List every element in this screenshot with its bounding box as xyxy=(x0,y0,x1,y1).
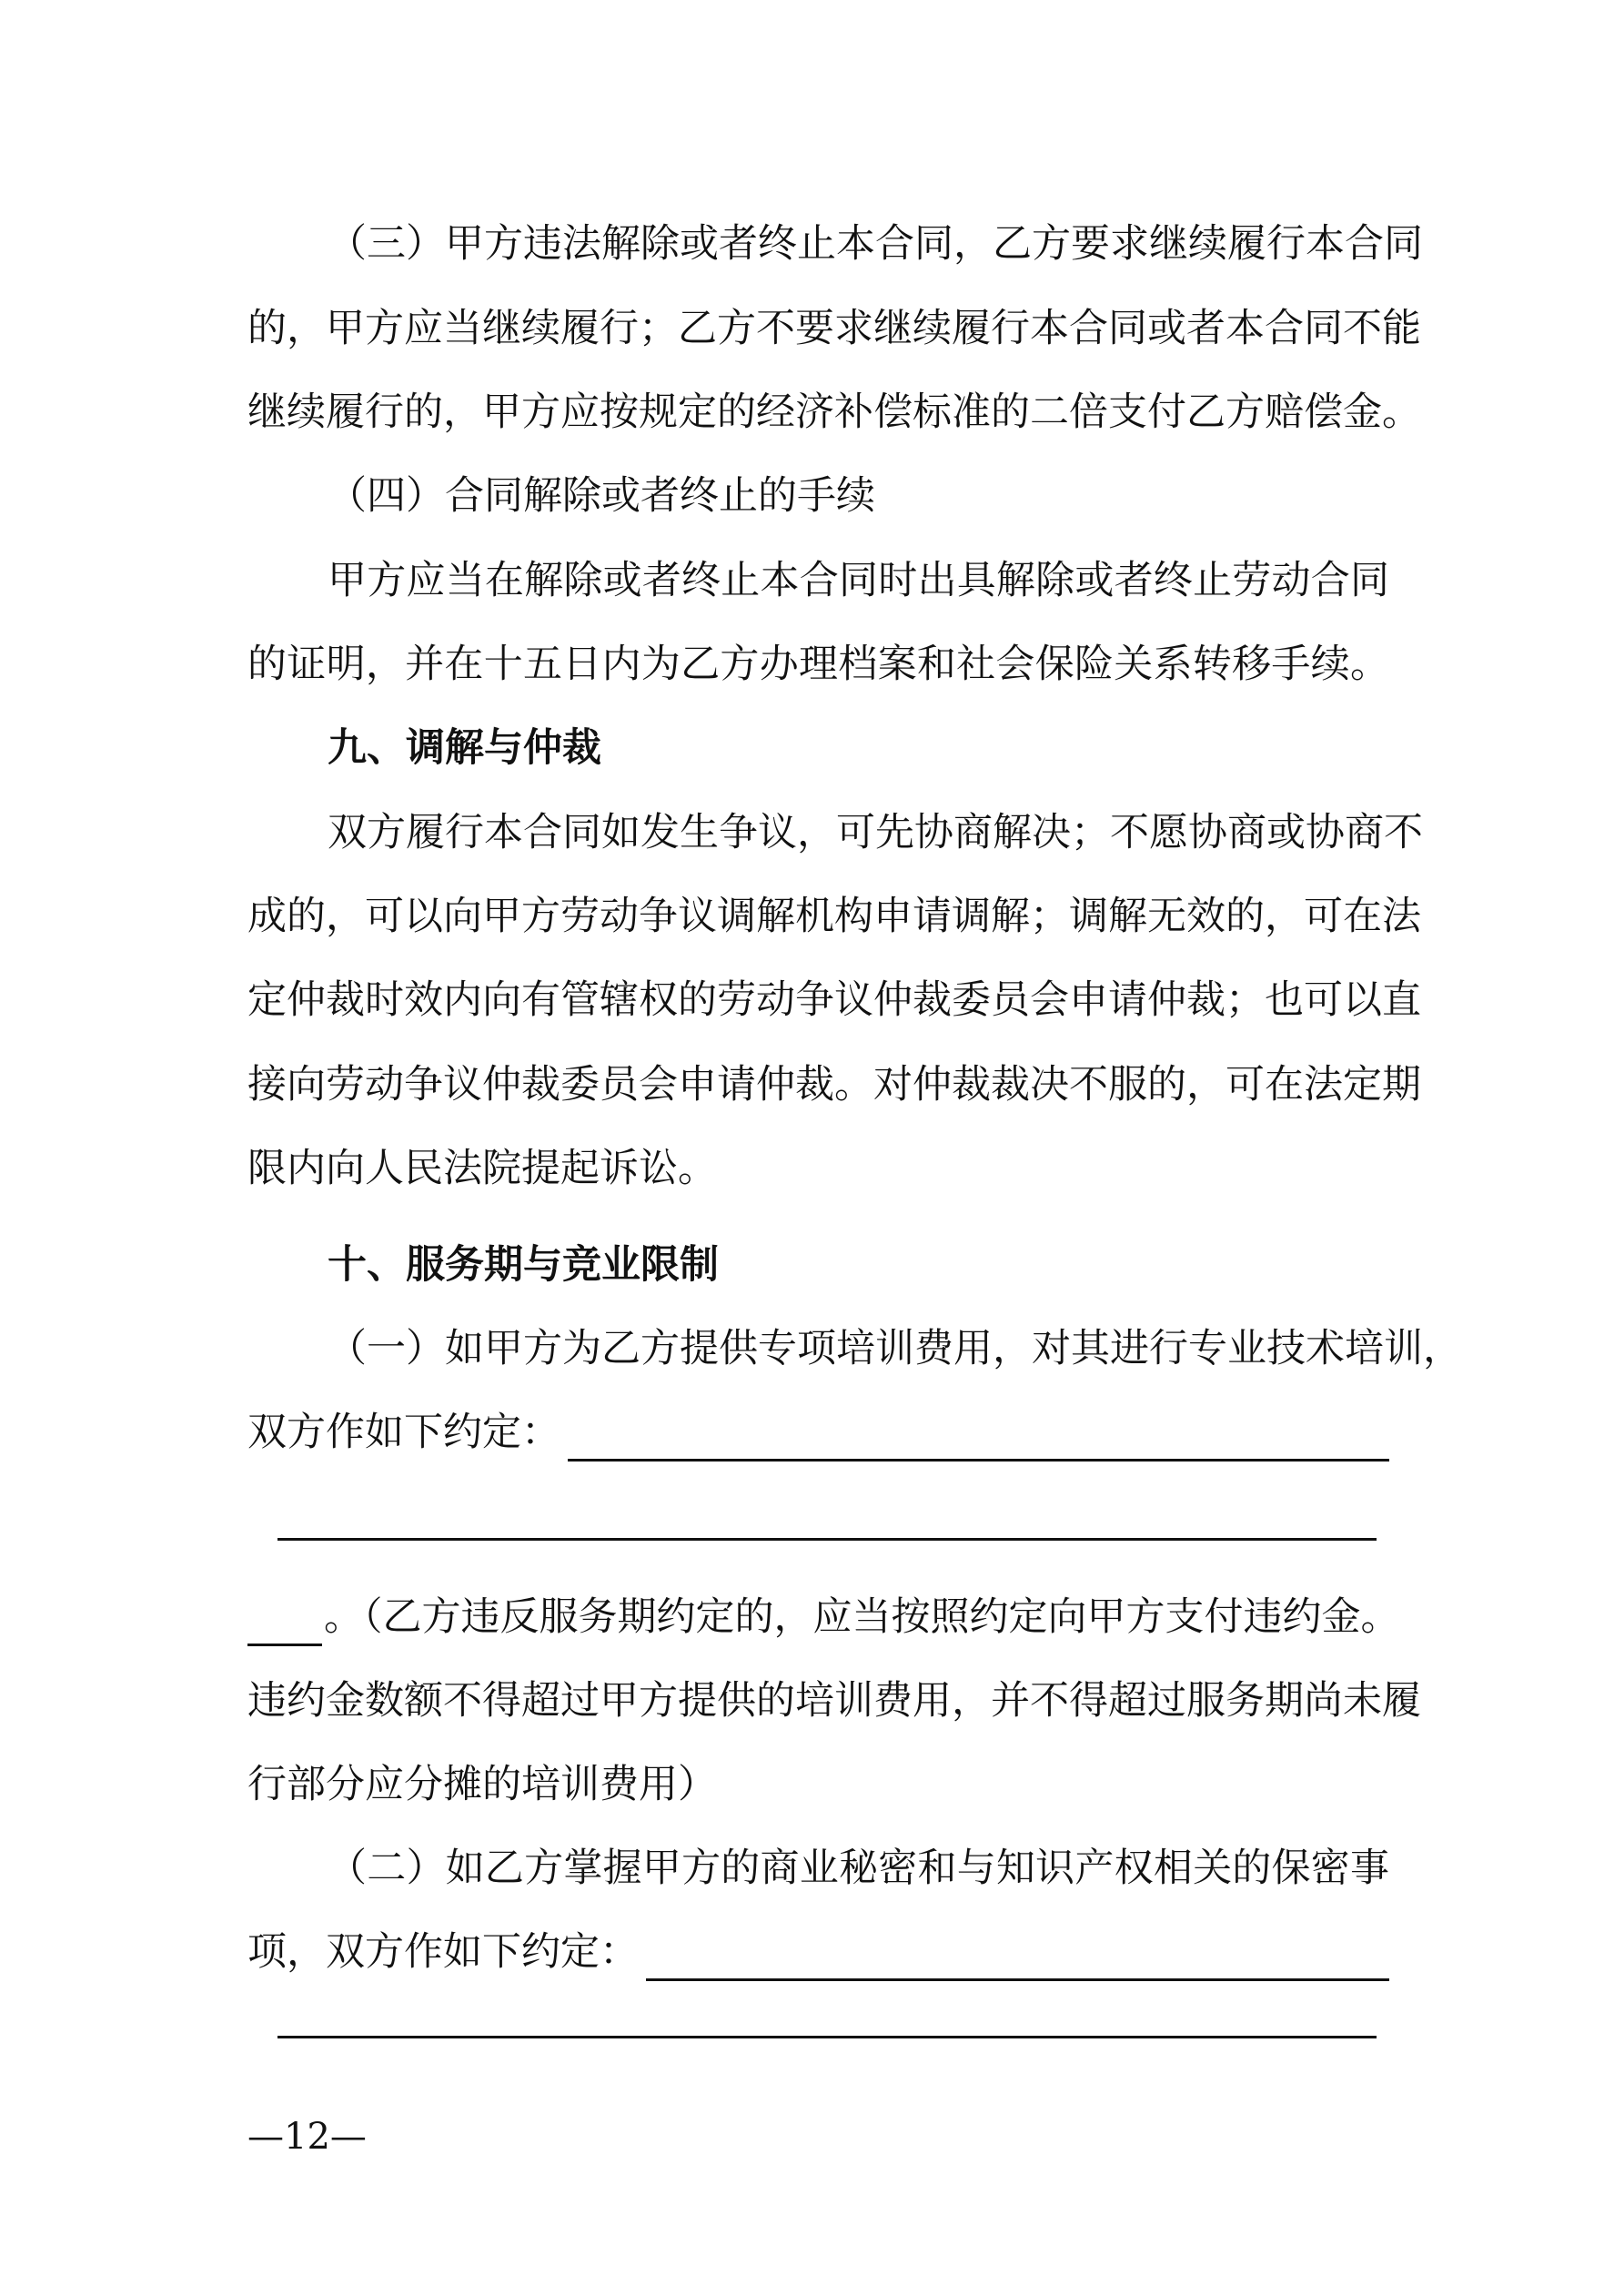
short-blank-line[interactable] xyxy=(247,1605,322,1646)
paragraph-line: 的证明，并在十五日内为乙方办理档案和社会保险关系转移手续。 xyxy=(247,642,1389,687)
blank-fill-line[interactable] xyxy=(646,1938,1389,1981)
section-heading: 十、服务期与竞业限制 xyxy=(328,1242,719,1288)
paragraph-line: 接向劳动争议仲裁委员会申请仲裁。对仲裁裁决不服的，可在法定期 xyxy=(247,1062,1421,1108)
blank-fill-line[interactable] xyxy=(277,2036,1377,2038)
agreement-line xyxy=(247,1403,1389,1462)
paragraph-line: 双方履行本合同如发生争议，可先协商解决；不愿协商或协商不 xyxy=(328,810,1423,855)
paragraph-line: （一）如甲方为乙方提供专项培训费用，对其进行专业技术培训， xyxy=(328,1326,1462,1371)
paragraph-line: 违约金数额不得超过甲方提供的培训费用，并不得超过服务期尚未履 xyxy=(247,1678,1421,1724)
agreement-line xyxy=(247,1923,1389,1981)
blank-fill-line[interactable] xyxy=(277,1538,1377,1541)
paragraph-line: 的，甲方应当继续履行；乙方不要求继续履行本合同或者本合同不能 xyxy=(247,306,1421,351)
paragraph-line: （三）甲方违法解除或者终止本合同，乙方要求继续履行本合同 xyxy=(328,221,1423,267)
agreement-label: 项，双方作如下约定： xyxy=(247,1929,639,1975)
paragraph-line: 定仲裁时效内向有管辖权的劳动争议仲裁委员会申请仲裁；也可以直 xyxy=(247,977,1421,1023)
paragraph-line: 甲方应当在解除或者终止本合同时出具解除或者终止劳动合同 xyxy=(328,558,1389,603)
page-number: —12— xyxy=(247,2116,367,2158)
blank-fill-line[interactable] xyxy=(568,1419,1389,1462)
paragraph-line xyxy=(247,1588,1400,1646)
paragraph-line: 行部分应分摊的培训费用） xyxy=(247,1762,717,1807)
section-heading: 九、调解与仲裁 xyxy=(328,725,601,771)
paragraph-line: 继续履行的，甲方应按规定的经济补偿标准的二倍支付乙方赔偿金。 xyxy=(247,389,1421,435)
paragraph-line: 成的，可以向甲方劳动争议调解机构申请调解；调解无效的，可在法 xyxy=(247,894,1421,939)
paragraph-text: 。（乙方违反服务期约定的，应当按照约定向甲方支付违约金。 xyxy=(324,1594,1400,1640)
agreement-label: 双方作如下约定： xyxy=(247,1410,560,1455)
paragraph-line: （二）如乙方掌握甲方的商业秘密和与知识产权相关的保密事 xyxy=(328,1846,1389,1891)
paragraph-line: （四）合同解除或者终止的手续 xyxy=(328,473,875,519)
paragraph-line: 限内向人民法院提起诉讼。 xyxy=(247,1146,717,1191)
